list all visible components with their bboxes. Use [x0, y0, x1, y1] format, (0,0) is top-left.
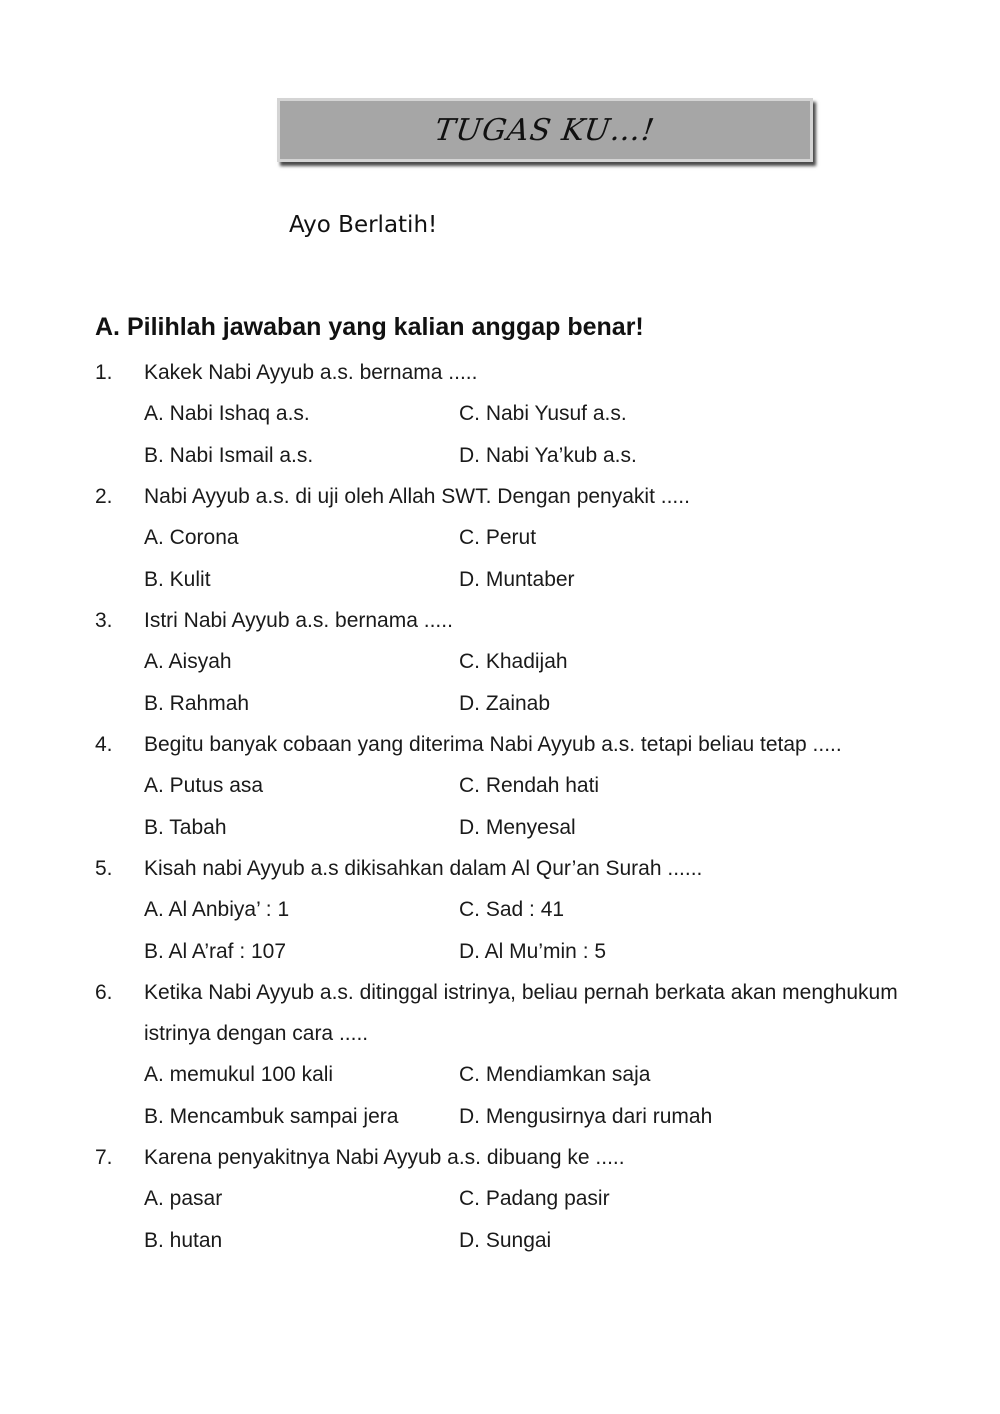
question-number: 5.	[95, 857, 113, 880]
question-text: Kakek Nabi Ayyub a.s. bernama .....	[144, 361, 478, 384]
question-number: 2.	[95, 485, 113, 508]
question-number: 7.	[95, 1146, 113, 1169]
option-c[interactable]: C. Perut	[459, 526, 537, 549]
option-a[interactable]: A. Putus asa	[144, 774, 264, 797]
title-banner	[277, 98, 813, 162]
question-text: Istri Nabi Ayyub a.s. bernama .....	[144, 609, 453, 632]
option-a[interactable]: A. Nabi Ishaq a.s.	[144, 402, 310, 425]
option-c[interactable]: C. Nabi Yusuf a.s.	[459, 402, 627, 425]
question-4	[95, 724, 915, 848]
option-d[interactable]: D. Muntaber	[459, 567, 575, 591]
question-text: Begitu banyak cobaan yang diterima Nabi Ayyub a.s. tetapi beliau tetap .....	[144, 733, 842, 756]
option-b[interactable]: B. Nabi Ismail a.s.	[144, 443, 314, 467]
option-d[interactable]: D. Al Mu’min : 5	[459, 939, 607, 963]
option-c[interactable]: C. Khadijah	[459, 650, 568, 673]
question-7	[95, 1137, 915, 1261]
question-list	[95, 352, 915, 1261]
option-c[interactable]: C. Rendah hati	[459, 774, 600, 797]
question-6	[95, 972, 915, 1137]
option-d[interactable]: D. Mengusirnya dari rumah	[459, 1104, 713, 1128]
option-a[interactable]: A. memukul 100 kali	[144, 1063, 334, 1086]
option-a[interactable]: A. Aisyah	[144, 650, 232, 673]
option-d[interactable]: D. Sungai	[459, 1228, 552, 1252]
question-text: Ketika Nabi Ayyub a.s. ditinggal istrinya, beliau pernah berkata akan menghukum istrinya dengan cara .....	[144, 981, 898, 1045]
question-text: Kisah nabi Ayyub a.s dikisahkan dalam Al Qur’an Surah ......	[144, 857, 703, 880]
question-text: Karena penyakitnya Nabi Ayyub a.s. dibuang ke .....	[144, 1146, 625, 1169]
option-b[interactable]: B. hutan	[144, 1228, 223, 1252]
question-1	[95, 352, 915, 476]
option-a[interactable]: A. Al Anbiya’ : 1	[144, 898, 290, 921]
option-a[interactable]: A. Corona	[144, 526, 239, 549]
question-2	[95, 476, 915, 600]
section-heading: A. Pilihlah jawaban yang kalian anggap benar!	[95, 313, 644, 341]
option-b[interactable]: B. Al A’raf : 107	[144, 939, 287, 963]
option-b[interactable]: B. Mencambuk sampai jera	[144, 1104, 399, 1128]
option-b[interactable]: B. Kulit	[144, 567, 211, 591]
question-number: 6.	[95, 981, 113, 1004]
question-number: 1.	[95, 361, 113, 384]
option-c[interactable]: C. Mendiamkan saja	[459, 1063, 651, 1086]
question-text: Nabi Ayyub a.s. di uji oleh Allah SWT. Dengan penyakit .....	[144, 485, 690, 508]
page-title: TUGAS KU…!	[432, 112, 658, 148]
option-d[interactable]: D. Zainab	[459, 691, 551, 715]
option-d[interactable]: D. Menyesal	[459, 815, 576, 839]
option-d[interactable]: D. Nabi Ya’kub a.s.	[459, 443, 637, 467]
option-c[interactable]: C. Sad : 41	[459, 898, 565, 921]
question-5	[95, 848, 915, 972]
question-number: 4.	[95, 733, 113, 756]
option-c[interactable]: C. Padang pasir	[459, 1187, 610, 1210]
question-3	[95, 600, 915, 724]
option-b[interactable]: B. Tabah	[144, 815, 227, 839]
option-b[interactable]: B. Rahmah	[144, 691, 250, 715]
option-a[interactable]: A. pasar	[144, 1187, 223, 1210]
subtitle: Ayo Berlatih!	[289, 212, 438, 238]
question-number: 3.	[95, 609, 113, 632]
